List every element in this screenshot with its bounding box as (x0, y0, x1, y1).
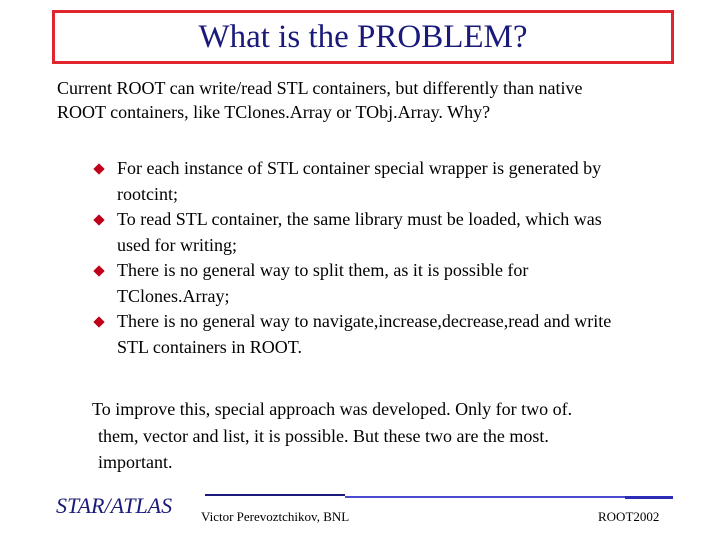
bullet-text-line: To read STL container, the same library must be loaded, which was (117, 209, 602, 229)
bullet-text-line: STL containers in ROOT. (117, 336, 302, 357)
footer-brand: STAR/ATLAS (56, 493, 173, 518)
footer-divider (345, 496, 625, 498)
diamond-bullet-icon (93, 316, 104, 327)
bullet-item (95, 156, 675, 207)
bullet-text-line: For each instance of STL container special wrapper is generated by (117, 158, 602, 178)
title-box (52, 10, 674, 64)
bullet-text-line: rootcint; (117, 183, 178, 204)
intro-line-2: ROOT containers, like TClones.Array or TObj.Array. Why? (57, 102, 491, 122)
intro-line-1: Current ROOT can write/read STL containers, but differently than native (57, 78, 583, 98)
bullet-text-line: There is no general way to split them, as it is possible for (117, 260, 529, 280)
diamond-bullet-icon (93, 265, 104, 276)
footer-divider (625, 496, 673, 499)
slide-title: What is the PROBLEM? (198, 18, 528, 55)
bullet-text-line: There is no general way to navigate,increase,decrease,read and write (117, 311, 612, 331)
conclusion-line-3: important. (98, 452, 173, 472)
conclusion-line-2: them, vector and list, it is possible. But these two are the most. (98, 425, 549, 446)
conclusion-line-1: To improve this, special approach was developed. Only for two of. (92, 399, 573, 419)
diamond-bullet-icon (93, 163, 104, 174)
diamond-bullet-icon (93, 214, 104, 225)
footer-event: ROOT2002 (598, 509, 660, 524)
conclusion-paragraph (92, 396, 692, 476)
footer-author: Victor Perevoztchikov, BNL (201, 509, 350, 524)
intro-paragraph (57, 76, 697, 124)
footer-divider (205, 494, 345, 496)
bullet-item (95, 207, 675, 258)
bullet-text-line: used for writing; (117, 234, 237, 255)
bullet-list (95, 156, 675, 360)
bullet-item (95, 309, 675, 360)
bullet-item (95, 258, 675, 309)
bullet-text-line: TClones.Array; (117, 285, 230, 306)
